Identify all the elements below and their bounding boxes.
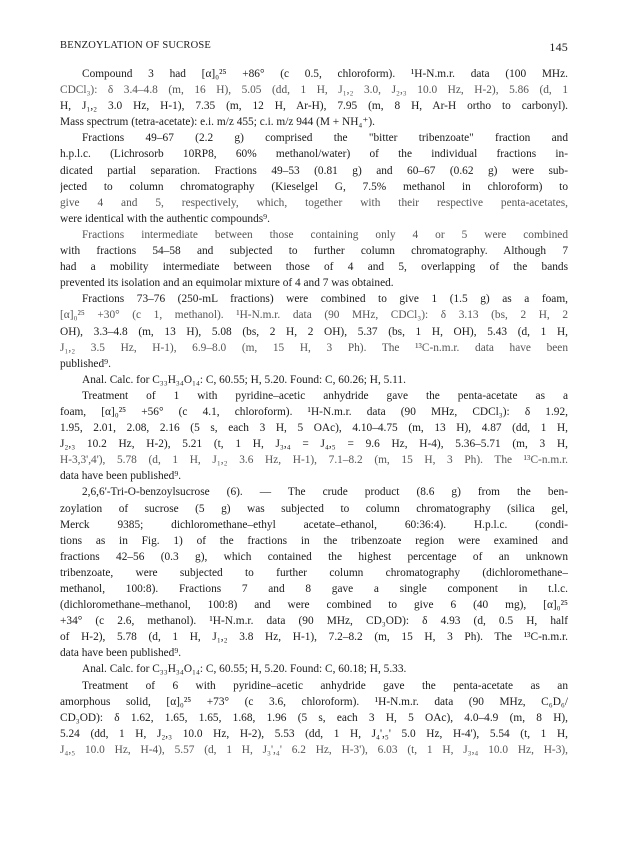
text-line: published⁹. (60, 357, 111, 370)
text-line: prevented its isolation and an equimolar mixture of 4 and 7 was obtained. (60, 277, 394, 290)
text-line: Merck 9385; dichloromethane–ethyl acetate–ethanol, 60:36:4). H.p.l.c. (condi- (60, 518, 568, 531)
text-line: [α]₀²⁵ +30° (c 1, methanol). ¹H-N.m.r. data (90 MHz, CDCl₃): δ 3.13 (bs, 2 H, 2 (60, 309, 568, 322)
text-line: tribenzoate, were subjected to further column chromatography (dichloromethane– (60, 566, 568, 579)
text-line: tions as in Fig. 1) of the fractions in the tribenzoate region were examined and (60, 534, 568, 547)
text-line: (dichloromethane–methanol, 100:8) and were combined to give 6 (40 mg), [α]₀²⁵ (60, 599, 568, 612)
text-line: dicated partial separation. Fractions 49–53 (0.81 g) and 60–67 (0.62 g) were sub- (60, 164, 568, 177)
text-line: 5.24 (dd, 1 H, J₂,₃ 10.0 Hz, H-2), 5.53 (dd, 1 H, J₄',₅' 5.0 Hz, H-4'), 5.54 (t, 1 H, (60, 727, 568, 740)
page-number: 145 (549, 40, 568, 54)
text-line: CDCl₃): δ 3.4–4.8 (m, 16 H), 5.05 (dd, 1 H, J₁,₂ 3.0, J₂,₃ 10.0 Hz, H-2), 5.86 (d, 1 (60, 84, 568, 97)
text-line: fractions 42–56 (0.3 g), which contained the highest percentage of an unknown (60, 550, 568, 563)
text-line: h.p.l.c. (Lichrosorb 10RP8, 60% methanol/water) of the individual fractions in- (60, 148, 568, 161)
text-line: of H-2), 5.78 (d, 1 H, J₁,₂ 3.8 Hz, H-1), 7.2–8.2 (m, 15 H, 3 Ph). The ¹³C-n.m.r. (60, 631, 568, 644)
text-line: Mass spectrum (tetra-acetate): e.i. m/z 455; c.i. m/z 944 (M + NH₄⁺). (60, 116, 375, 129)
text-line: J₁,₂ 3.5 Hz, H-1), 6.9–8.0 (m, 15 H, 3 Ph). The ¹³C-n.m.r. data have been (60, 341, 568, 354)
text-line: methanol, 100:8). Fractions 7 and 8 gave a single component in t.l.c. (60, 583, 568, 595)
text-line: J₄,₅ 10.0 Hz, H-4), 5.57 (d, 1 H, J₃',₄' 6.2 Hz, H-3'), 6.03 (t, 1 H, J₃,₄ 10.0 Hz, H-3), (60, 743, 568, 756)
text-line: give 4 and 5, respectively, which, together with their respective penta-acetates, (60, 196, 568, 209)
text-line: 1.95, 2.01, 2.08, 2.16 (5 s, each 3 H, 5 OAc), 4.10–4.75 (m, 13 H), 4.87 (dd, 1 H, (60, 422, 568, 435)
text-line: Anal. Calc. for C₃₃H₃₄O₁₄: C, 60.55; H, 5.20. Found: C, 60.18; H, 5.33. (82, 663, 407, 676)
running-head (60, 40, 568, 56)
text-line: +34° (c 2.6, methanol). ¹H-N.m.r. data (90 MHz, CD₃OD): δ 4.93 (d, 0.5 H, half (60, 615, 568, 628)
body-text (60, 66, 568, 758)
text-line: J₂,₃ 10.2 Hz, H-2), 5.21 (t, 1 H, J₃,₄ = J₄,₅ = 9.6 Hz, H-4), 5.36–5.71 (m, 3 H, (60, 438, 568, 451)
text-line: OH), 3.3–4.8 (m, 13 H), 5.08 (bs, 2 H, 2 OH), 5.37 (bs, 1 H, OH), 5.43 (d, 1 H, (60, 325, 568, 338)
running-title: BENZOYLATION OF SUCROSE (60, 40, 212, 51)
text-line: Treatment of 1 with pyridine–acetic anhydride gave the penta-acetate as a (82, 389, 568, 402)
text-line: amorphous solid, [α]₀²⁵ +73° (c 3.6, chloroform). ¹H-N.m.r. data (90 MHz, C₆D₆/ (60, 695, 568, 708)
text-line: Fractions intermediate between those containing only 4 or 5 were combined (82, 228, 568, 241)
text-line: foam, [α]₀²⁵ +56° (c 4.1, chloroform). ¹H-N.m.r. data (90 MHz, CDCl₃): δ 1.92, (60, 405, 568, 418)
text-line: data have been published⁹. (60, 647, 182, 660)
text-line: CD₃OD): δ 1.62, 1.65, 1.65, 1.68, 1.96 (5 s, each 3 H, 5 OAc), 4.0–4.9 (m, 8 H), (60, 711, 568, 724)
text-line: Fractions 49–67 (2.2 g) comprised the "bitter tribenzoate" fraction and (82, 132, 568, 145)
text-line: with fractions 54–58 and subjected to further column chromatography. Although 7 (60, 245, 568, 258)
text-line: Treatment of 6 with pyridine–acetic anhydride gave the penta-acetate as an (82, 679, 568, 692)
text-line: were identical with the authentic compounds⁹. (60, 212, 270, 225)
text-line: jected to column chromatography (Kieselgel G, 7.5% methanol in chloroform) to (60, 180, 568, 193)
text-line: 2,6,6'-Tri-O-benzoylsucrose (6). — The crude product (8.6 g) from the ben- (82, 486, 568, 499)
text-line: H-3,3',4'), 5.78 (d, 1 H, J₁,₂ 3.6 Hz, H-1), 7.1–8.2 (m, 15 H, 3 Ph). The ¹³C-n.m.r. (60, 454, 568, 467)
text-line: data have been published⁹. (60, 470, 182, 483)
text-line: had a mobility intermediate between those of 4 and 5, overlapping of the bands (60, 261, 568, 274)
text-line: zoylation of sucrose (5 g) was subjected to column chromatography (silica gel, (60, 502, 568, 515)
text-line: Fractions 73–76 (250-mL fractions) were combined to give 1 (1.5 g) as a foam, (82, 293, 568, 306)
text-line: Anal. Calc. for C₃₃H₃₄O₁₄: C, 60.55; H, 5.20. Found: C, 60.26; H, 5.11. (82, 373, 406, 386)
text-line: H, J₁,₂ 3.0 Hz, H-1), 7.35 (m, 12 H, Ar-H), 7.95 (m, 8 H, Ar-H ortho to carbonyl). (60, 100, 568, 113)
text-line: Compound 3 had [α]₀²⁵ +86° (c 0.5, chloroform). ¹H-N.m.r. data (100 MHz. (82, 68, 568, 80)
